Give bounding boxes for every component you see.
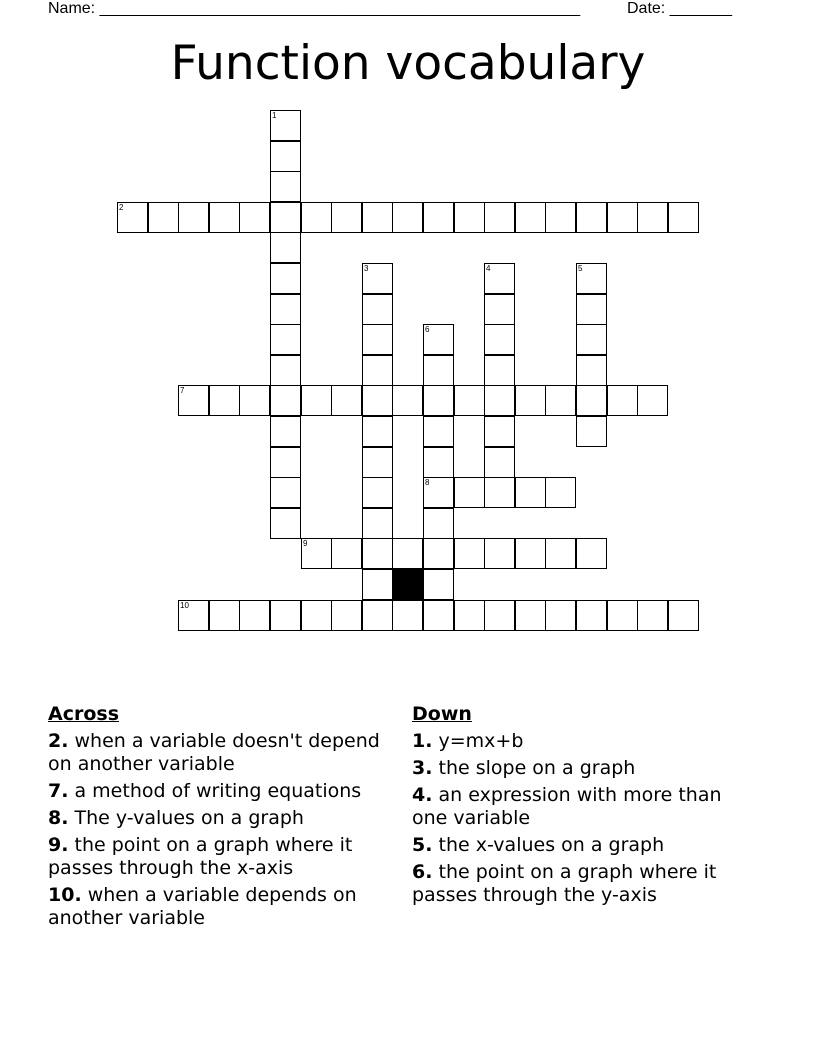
grid-cell[interactable] [148, 202, 179, 233]
grid-cell[interactable] [362, 294, 393, 325]
grid-cell[interactable] [576, 355, 607, 386]
clue-number-label: 1 [272, 111, 277, 120]
across-clues [48, 702, 398, 934]
grid-cell[interactable] [668, 600, 699, 631]
grid-cell[interactable] [331, 600, 362, 631]
grid-cell[interactable] [637, 202, 668, 233]
grid-cell[interactable] [545, 477, 576, 508]
grid-cell[interactable] [239, 385, 270, 416]
grid-cell[interactable] [362, 447, 393, 478]
grid-cell[interactable] [362, 538, 393, 569]
grid-cell[interactable] [484, 477, 515, 508]
grid-cell[interactable] [178, 600, 209, 631]
grid-cell[interactable] [362, 324, 393, 355]
clue-number: 6. [412, 861, 433, 883]
grid-cell[interactable] [484, 447, 515, 478]
grid-cell[interactable] [484, 355, 515, 386]
grid-cell[interactable] [668, 202, 699, 233]
grid-cell[interactable] [301, 202, 332, 233]
grid-cell[interactable] [239, 600, 270, 631]
clue-number: 7. [48, 780, 69, 802]
grid-cell[interactable] [392, 202, 423, 233]
grid-cell[interactable] [362, 569, 393, 600]
grid-cell[interactable] [454, 477, 485, 508]
grid-cell[interactable] [362, 202, 393, 233]
grid-cell[interactable] [454, 600, 485, 631]
down-heading: Down [412, 703, 472, 725]
grid-cell[interactable] [209, 385, 240, 416]
down-clue [412, 834, 752, 857]
clue-text: a method of writing equations [68, 780, 362, 802]
grid-cell[interactable] [270, 600, 301, 631]
grid-cell[interactable] [270, 171, 301, 202]
grid-cell[interactable] [607, 202, 638, 233]
grid-cell[interactable] [270, 294, 301, 325]
grid-cell[interactable] [576, 324, 607, 355]
clue-text: the point on a graph where it passes through the y-axis [412, 861, 717, 906]
black-square [392, 569, 423, 600]
grid-cell[interactable] [484, 202, 515, 233]
clue-number-label: 2 [119, 203, 124, 212]
grid-cell[interactable] [331, 385, 362, 416]
name-field[interactable]: Name: ______________________________________________________ [48, 0, 581, 17]
grid-cell[interactable] [392, 600, 423, 631]
grid-cell[interactable] [576, 385, 607, 416]
grid-cell[interactable] [576, 600, 607, 631]
clue-text: when a variable depends on another variable [48, 884, 357, 929]
grid-cell[interactable] [637, 600, 668, 631]
grid-cell[interactable] [515, 385, 546, 416]
grid-cell[interactable] [423, 416, 454, 447]
grid-cell[interactable] [484, 538, 515, 569]
grid-cell[interactable] [270, 355, 301, 386]
grid-cell[interactable] [423, 202, 454, 233]
grid-cell[interactable] [423, 447, 454, 478]
grid-cell[interactable] [484, 600, 515, 631]
grid-cell[interactable] [178, 202, 209, 233]
grid-cell[interactable] [331, 538, 362, 569]
across-clue [48, 807, 398, 830]
grid-cell[interactable] [209, 600, 240, 631]
clue-text: the slope on a graph [432, 757, 636, 779]
down-clue [412, 784, 752, 830]
grid-cell[interactable] [362, 477, 393, 508]
grid-cell[interactable] [270, 416, 301, 447]
clue-text: the x-values on a graph [432, 834, 665, 856]
grid-cell[interactable] [117, 202, 148, 233]
grid-cell[interactable] [423, 600, 454, 631]
grid-cell[interactable] [576, 538, 607, 569]
clue-number-label: 10 [180, 601, 189, 610]
grid-cell[interactable] [301, 385, 332, 416]
grid-cell[interactable] [301, 538, 332, 569]
grid-cell[interactable] [423, 569, 454, 600]
grid-cell[interactable] [362, 263, 393, 294]
clue-number-label: 6 [425, 325, 430, 334]
grid-cell[interactable] [270, 202, 301, 233]
grid-cell[interactable] [545, 202, 576, 233]
clue-text: y=mx+b [432, 730, 524, 752]
grid-cell[interactable] [392, 538, 423, 569]
grid-cell[interactable] [362, 508, 393, 539]
grid-cell[interactable] [576, 263, 607, 294]
grid-cell[interactable] [362, 385, 393, 416]
grid-cell[interactable] [607, 385, 638, 416]
grid-cell[interactable] [362, 355, 393, 386]
grid-cell[interactable] [239, 202, 270, 233]
clue-text: the point on a graph where it passes through the x-axis [48, 834, 353, 879]
clue-number-label: 8 [425, 478, 430, 487]
clue-number: 3. [412, 757, 433, 779]
grid-cell[interactable] [576, 416, 607, 447]
clue-text: when a variable doesn't depend on another variable [48, 730, 380, 775]
grid-cell[interactable] [270, 232, 301, 263]
clue-number: 5. [412, 834, 433, 856]
grid-cell[interactable] [545, 538, 576, 569]
grid-cell[interactable] [178, 385, 209, 416]
grid-cell[interactable] [607, 600, 638, 631]
across-clue [48, 780, 398, 803]
grid-cell[interactable] [454, 538, 485, 569]
clue-text: an expression with more than one variable [412, 784, 722, 829]
across-clue [48, 730, 398, 776]
clue-number-label: 5 [578, 264, 583, 273]
clue-number-label: 3 [364, 264, 369, 273]
clue-number-label: 4 [486, 264, 491, 273]
grid-cell[interactable] [270, 477, 301, 508]
grid-cell[interactable] [454, 202, 485, 233]
grid-cell[interactable] [484, 416, 515, 447]
grid-cell[interactable] [576, 202, 607, 233]
grid-cell[interactable] [331, 202, 362, 233]
grid-cell[interactable] [270, 110, 301, 141]
grid-cell[interactable] [301, 600, 332, 631]
grid-cell[interactable] [270, 385, 301, 416]
clue-number: 9. [48, 834, 69, 856]
grid-cell[interactable] [423, 355, 454, 386]
grid-cell[interactable] [515, 477, 546, 508]
clue-text: The y-values on a graph [68, 807, 304, 829]
grid-cell[interactable] [545, 385, 576, 416]
across-clue [48, 834, 398, 880]
down-clue [412, 757, 752, 780]
grid-cell[interactable] [637, 385, 668, 416]
grid-cell[interactable] [484, 263, 515, 294]
grid-cell[interactable] [515, 538, 546, 569]
grid-cell[interactable] [209, 202, 240, 233]
grid-cell[interactable] [484, 294, 515, 325]
clue-number: 4. [412, 784, 433, 806]
page-title: Function vocabulary [170, 36, 646, 91]
grid-cell[interactable] [484, 324, 515, 355]
grid-cell[interactable] [545, 600, 576, 631]
grid-cell[interactable] [270, 141, 301, 172]
clue-number: 10. [48, 884, 82, 906]
grid-cell[interactable] [576, 294, 607, 325]
across-heading: Across [48, 703, 120, 725]
clue-number: 1. [412, 730, 433, 752]
grid-cell[interactable] [270, 447, 301, 478]
grid-cell[interactable] [484, 385, 515, 416]
down-clue [412, 730, 752, 753]
grid-cell[interactable] [423, 538, 454, 569]
down-clues [412, 702, 752, 911]
grid-cell[interactable] [515, 600, 546, 631]
date-field[interactable]: Date: _______ [627, 0, 732, 17]
grid-cell[interactable] [362, 600, 393, 631]
clue-number-label: 7 [180, 386, 185, 395]
grid-cell[interactable] [423, 508, 454, 539]
grid-cell[interactable] [270, 508, 301, 539]
grid-cell[interactable] [270, 324, 301, 355]
clue-number: 2. [48, 730, 69, 752]
down-clue [412, 861, 752, 907]
clue-number-label: 9 [303, 539, 308, 548]
grid-cell[interactable] [392, 385, 423, 416]
grid-cell[interactable] [515, 202, 546, 233]
grid-cell[interactable] [454, 385, 485, 416]
grid-cell[interactable] [423, 477, 454, 508]
grid-cell[interactable] [270, 263, 301, 294]
grid-cell[interactable] [423, 385, 454, 416]
across-clue [48, 884, 398, 930]
grid-cell[interactable] [423, 324, 454, 355]
clue-number: 8. [48, 807, 69, 829]
grid-cell[interactable] [362, 416, 393, 447]
